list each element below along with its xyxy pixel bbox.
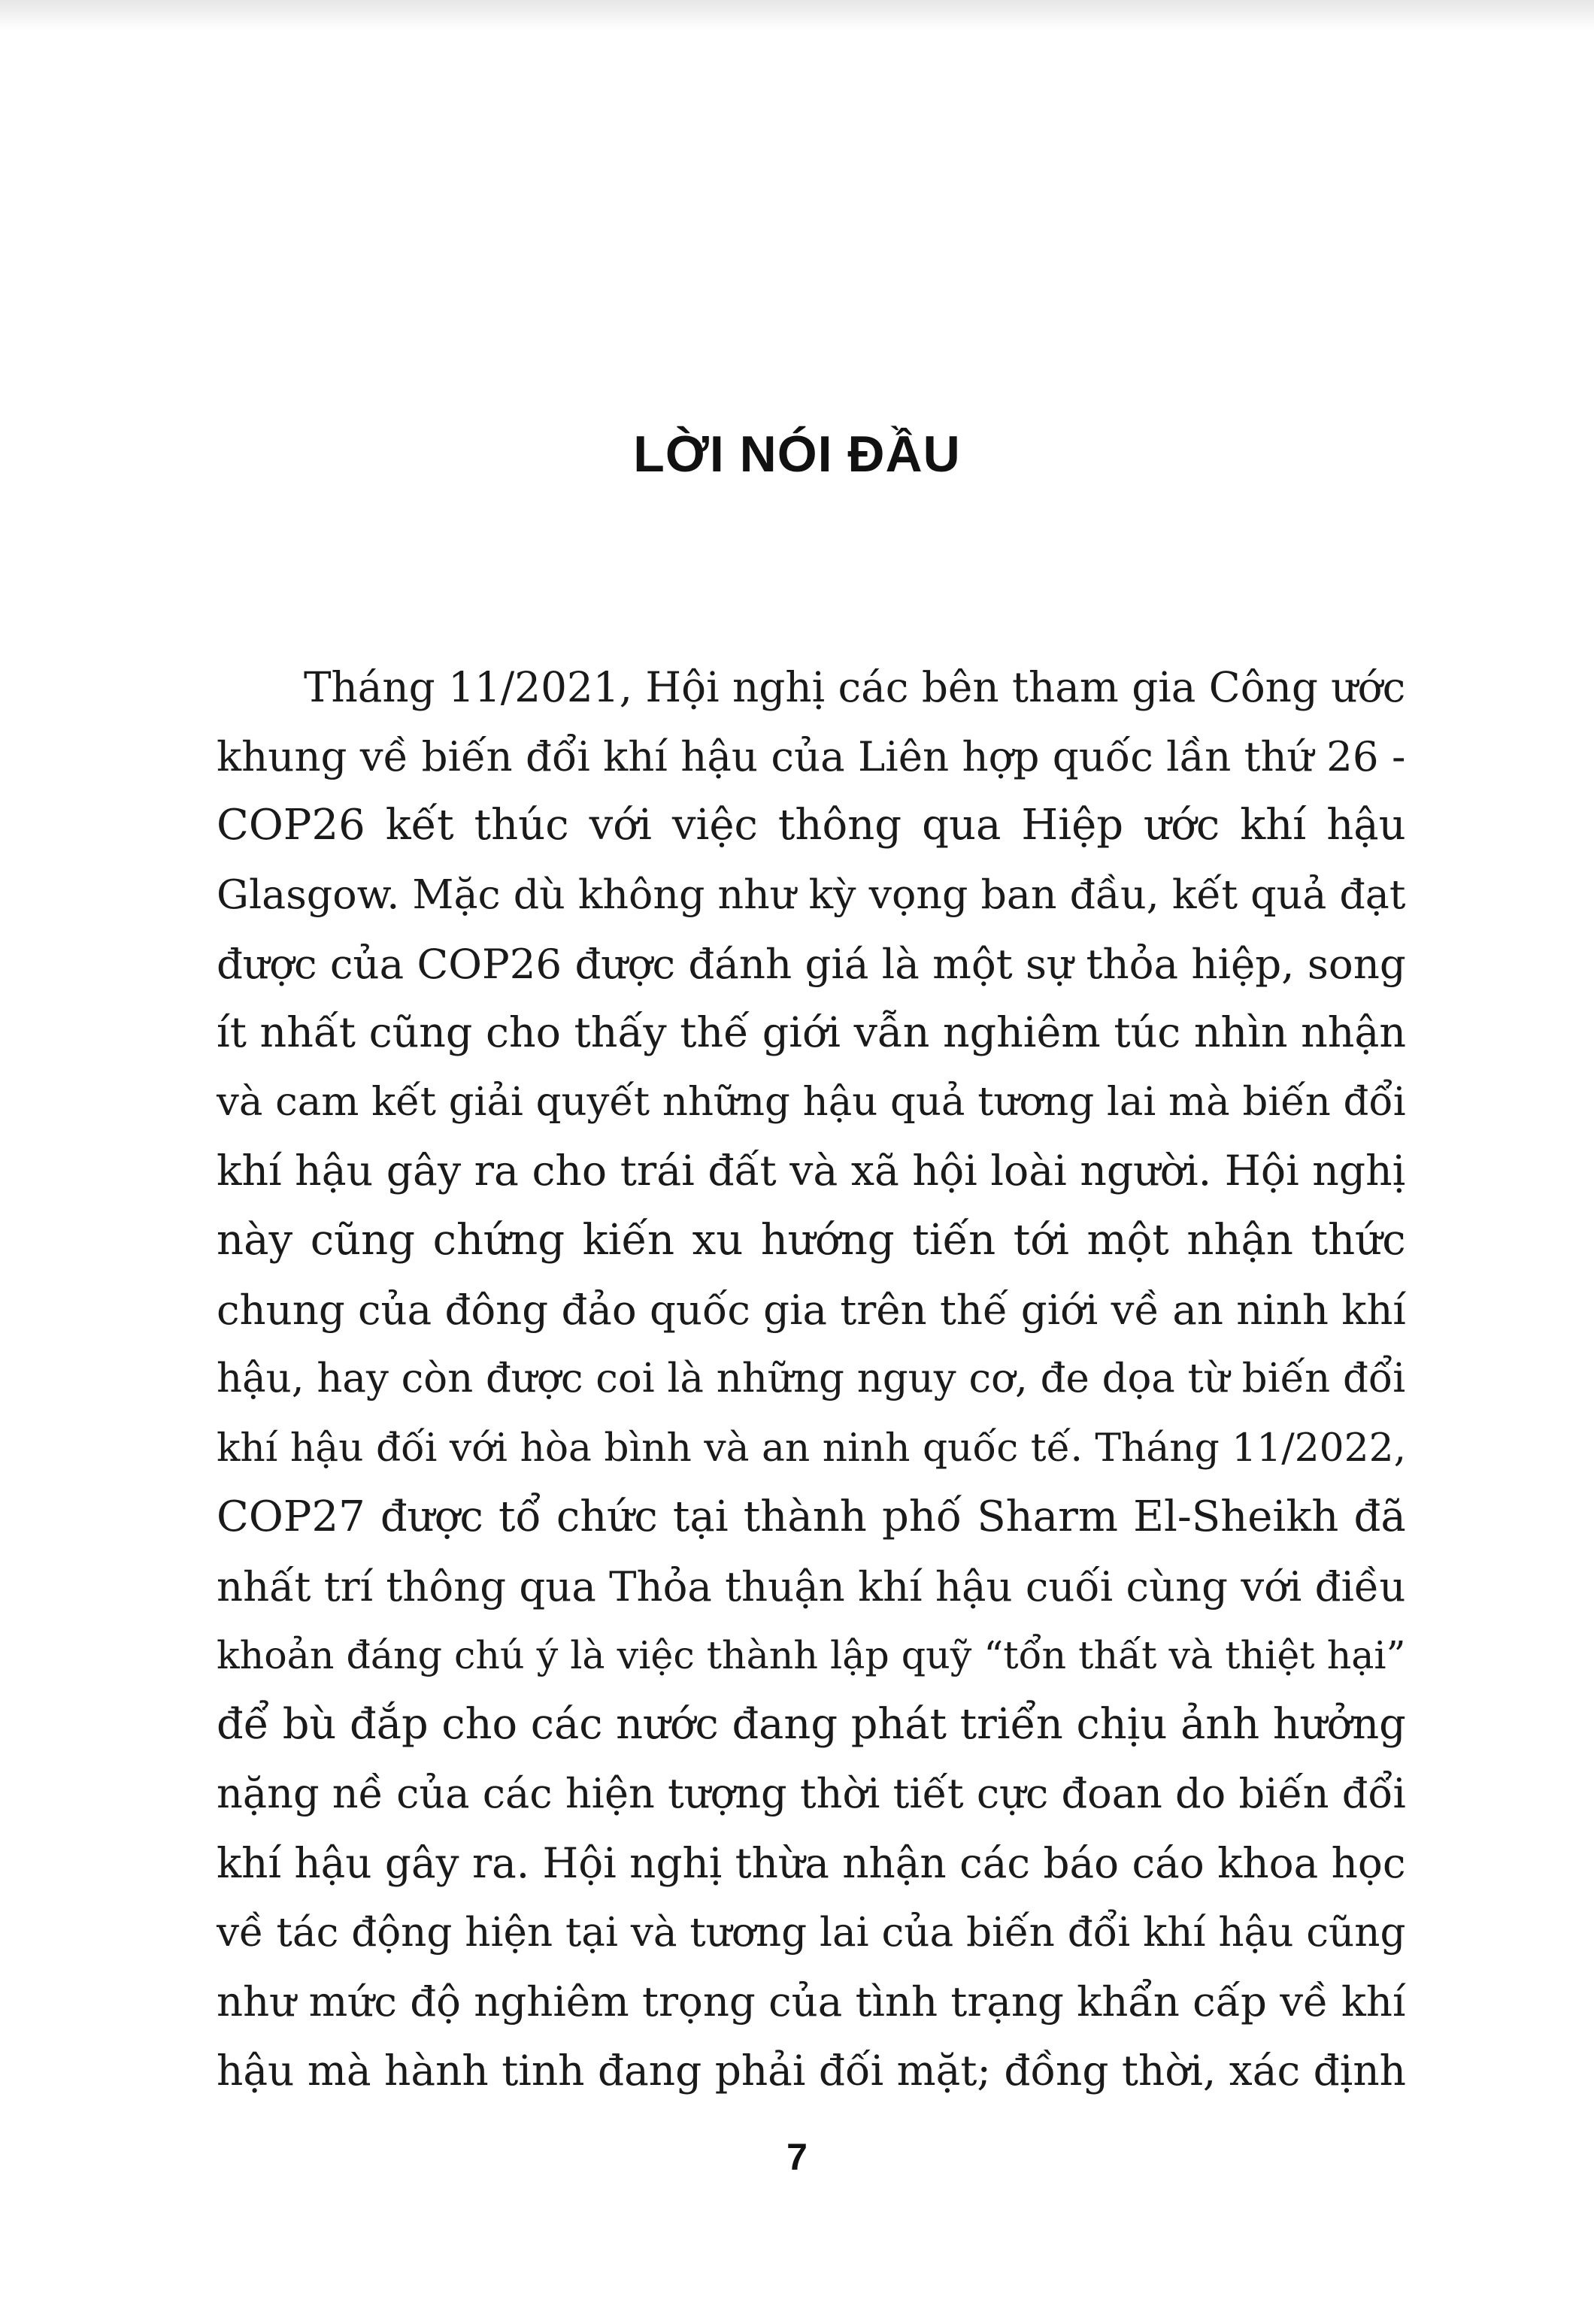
paragraph-line: về tác động hiện tại và tương lai của biến đổi khí hậu cũng xyxy=(217,1909,1406,1956)
paragraph-line: COP26 kết thúc với việc thông qua Hiệp ước khí hậu xyxy=(217,801,1406,850)
paragraph-line: chung của đông đảo quốc gia trên thế giới về an ninh khí xyxy=(217,1286,1406,1334)
paragraph-line: như mức độ nghiêm trọng của tình trạng khẩn cấp về khí xyxy=(217,1977,1406,2026)
paragraph-line: và cam kết giải quyết những hậu quả tương lai mà biến đổi xyxy=(217,1079,1406,1125)
paragraph-line: nặng nề của các hiện tượng thời tiết cực đoan do biến đổi xyxy=(217,1770,1406,1817)
paragraph-line: Glasgow. Mặc dù không như kỳ vọng ban đầu, kết quả đạt xyxy=(217,871,1406,918)
paragraph-line: hậu mà hành tinh đang phải đối mặt; đồng thời, xác định xyxy=(217,2047,1406,2095)
paragraph-line: hậu, hay còn được coi là những nguy cơ, đe dọa từ biến đổi xyxy=(217,1356,1406,1401)
page-top-shadow xyxy=(0,0,1594,30)
paragraph-line: Tháng 11/2021, Hội nghị các bên tham gia Công ước xyxy=(304,663,1406,711)
paragraph-line: COP27 được tổ chức tại thành phố Sharm El-Sheikh đã xyxy=(217,1492,1406,1541)
page-number: 7 xyxy=(786,2136,808,2178)
paragraph-line: khí hậu đối với hòa bình và an ninh quốc tế. Tháng 11/2022, xyxy=(217,1426,1407,1471)
paragraph-line: được của COP26 được đánh giá là một sự thỏa hiệp, song xyxy=(217,940,1406,988)
page-title: LỜI NÓI ĐẦU xyxy=(633,426,961,483)
paragraph-line: ít nhất cũng cho thấy thế giới vẫn nghiêm túc nhìn nhận xyxy=(217,1009,1407,1057)
body-paragraph xyxy=(217,653,1406,2105)
paragraph-line: này cũng chứng kiến xu hướng tiến tới một nhận thức xyxy=(217,1216,1406,1265)
paragraph-line: để bù đắp cho các nước đang phát triển chịu ảnh hưởng xyxy=(217,1700,1406,1749)
paragraph-line: khoản đáng chú ý là việc thành lập quỹ “tổn thất và thiệt hại” xyxy=(217,1633,1406,1677)
paragraph-line: khung về biến đổi khí hậu của Liên hợp quốc lần thứ 26 - xyxy=(217,732,1406,780)
paragraph-line: khí hậu gây ra cho trái đất và xã hội loài người. Hội nghị xyxy=(217,1147,1406,1195)
paragraph-line: nhất trí thông qua Thỏa thuận khí hậu cuối cùng với điều xyxy=(217,1562,1406,1610)
paragraph-line: khí hậu gây ra. Hội nghị thừa nhận các báo cáo khoa học xyxy=(217,1839,1406,1887)
